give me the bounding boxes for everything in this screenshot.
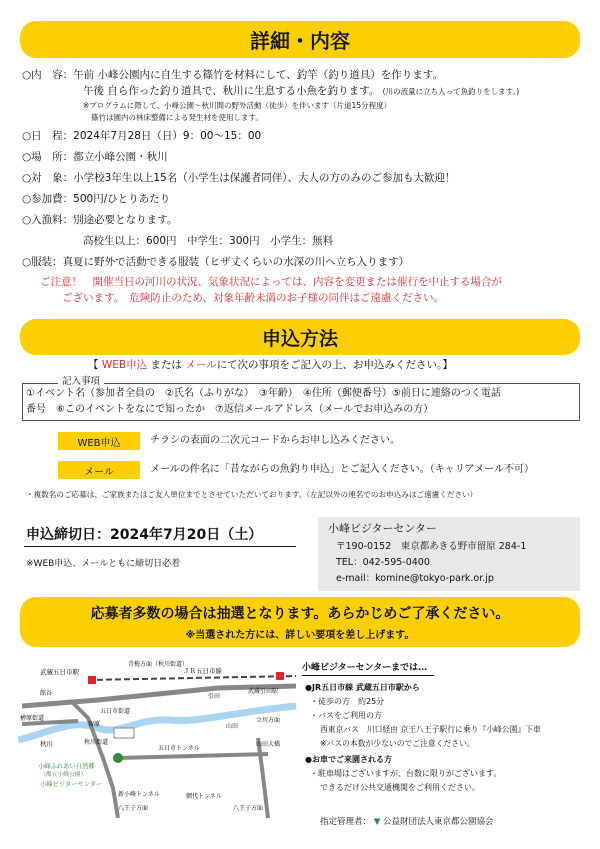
deadline-note: ※WEB申込、メールともに締切日必着 xyxy=(26,559,181,569)
detail-row: 午後 自ら作った釣り道具で、秋川に生息する小魚を釣ります。 (川の流量に立ち入って魚釣りをします。) xyxy=(83,85,520,97)
items-line: ①イベント名（参加者全員の ②氏名（ふりがな） ③年齢） ④住所（郵便番号）⑤前日に連絡のつく電話 xyxy=(26,388,501,399)
access-title: 小峰ビジターセンターまでは… xyxy=(302,663,428,673)
deadline-text: 申込締切日：2024年7月20日（土） xyxy=(26,527,263,543)
contact-email-row: e-mail：komine@tokyo-park.or.jp xyxy=(336,573,494,584)
map-label: 引田 xyxy=(208,693,221,700)
contact-address: 〒190-0152 東京都あきる野市留原 284-1 xyxy=(336,541,527,552)
access-line: ・徒歩の方 約25分 xyxy=(310,697,385,706)
detail-row-date: ○日 程：2024年7月28日（日）9：00～15：00 xyxy=(22,130,262,142)
section-title: 詳細・内容 xyxy=(250,29,350,53)
contact-name: 小峰ビジターセンター xyxy=(328,522,437,535)
lottery-line1: 応募者多数の場合は抽選となります。あらかじめご了承ください。 xyxy=(90,606,510,622)
detail-row: ○内 容：午前 小峰公園内に自生する篠竹を材料にして、釣竿（釣り道具）を作ります。 xyxy=(22,69,443,81)
section-title: 申込方法 xyxy=(261,327,338,350)
items-line: 番号 ⑥このイベントをなにで知ったか ⑦返信メールアドレス（メールでお申込みの方） xyxy=(26,404,434,415)
map-label: 武蔵引田駅 xyxy=(248,688,279,695)
detail-row-clothing: ○服装：真夏に野外で活動できる服装（ヒザ丈くらいの水深の川へ立ち入ります） xyxy=(22,256,410,268)
access-line: ・バスをご利用の方 xyxy=(310,711,382,720)
map-label: 立川方面 xyxy=(256,717,281,724)
afternoon-note: (川の流量に立ち入って魚釣りをします。) xyxy=(382,87,520,96)
detail-row-place: ○場 所：都立小峰公園・秋川 xyxy=(22,151,168,163)
deadline-underline xyxy=(24,546,296,547)
leaf-icon: ▼ xyxy=(373,817,381,827)
map-label: 小峰ビジターセンター xyxy=(40,781,103,788)
map-label: 青梅方面（秋川街道） xyxy=(128,661,189,668)
method-label-mail: メール xyxy=(58,461,140,479)
access-line: ・駐車場はございますが、台数に限りがございます。 xyxy=(310,769,502,778)
map-label: 五日市トンネル xyxy=(158,745,200,752)
access-title-underline xyxy=(302,675,434,676)
map-label: 八王子方面 xyxy=(118,805,149,812)
footer-org: 公益財団法人東京都公園協会 xyxy=(382,817,494,827)
detail-row-fishing-fee-prices: 高校生以上：600円 中学生：300円 小学生：無料 xyxy=(83,235,334,247)
method-text-mail: メールの件名に「昔ながらの魚釣り申込」とご記入ください。（キャリアメール不可） xyxy=(150,464,534,475)
caution-line: ございます。 危険防止のため、対象年齢未満のお子様の同伴はご遠慮ください。 xyxy=(62,292,444,304)
map-label: 網代トンネル xyxy=(186,793,222,800)
map-label: 八王子方面 xyxy=(233,805,264,812)
method-label-web: WEB申込 xyxy=(58,432,140,450)
access-line: ●JR五日市線 武蔵五日市駅から xyxy=(305,683,420,692)
map-label: 山田 xyxy=(226,723,239,730)
lottery-banner xyxy=(20,597,580,647)
map-label: 秋川街道 xyxy=(84,739,109,746)
access-line: 西東京バス 川口経由 京王八王子駅行に乗り『小峰公園』下車 xyxy=(320,725,541,734)
section-banner-details xyxy=(20,21,580,58)
method-text-web: チラシの表面の二次元コードからお申し込みください。 xyxy=(150,435,400,446)
map-label: 五日市街道 xyxy=(100,708,131,715)
program-note: ※プログラムに際して、小峰公園～秋川間の野外活動（徒歩）を伴います（片道15分程度） xyxy=(83,101,392,110)
section-banner-apply xyxy=(20,319,580,355)
detail-row-target: ○対 象：小学校3年生以上15名（小学生は保護者同伴）、大人の方のみのご参加も大歓迎！ xyxy=(22,172,456,184)
access-map xyxy=(18,658,296,818)
program-note: 篠竹は園内の林床整備による発生材を使用します。 xyxy=(91,113,263,122)
map-label: 新小峰トンネル xyxy=(118,791,160,798)
caution-line: ご注意！ 開催当日の河川の状況、気象状況によっては、内容を変更または催行を中止する場合が xyxy=(40,276,502,288)
group-apply-note: ・複数名のご応募は、ご家族またはご友人単位までとさせていただいております。（左記以外の連名でのお申込みはご遠慮ください） xyxy=(26,490,478,499)
map-label: 山田大橋 xyxy=(256,741,281,748)
map-label: 小峰ふれあい自然郷 xyxy=(38,763,95,770)
access-line: ※バスの本数が少ないのでご注意ください。 xyxy=(320,739,475,748)
map-label: 秋川 xyxy=(40,740,53,748)
map-label: ＪＲ五日市線 xyxy=(183,667,222,675)
access-line: ●お車でご来園される方 xyxy=(305,755,392,764)
map-label: 館谷 xyxy=(40,690,53,697)
map-label: 留原 xyxy=(88,721,101,728)
contact-tel: TEL：042-595-0400 xyxy=(336,557,430,568)
map-label: （都立小峰公園） xyxy=(40,772,87,778)
map-label: 檜原街道 xyxy=(20,715,45,722)
contact-email-link[interactable]: komine@tokyo-park.or.jp xyxy=(375,573,494,584)
map-label: 武蔵五日市駅 xyxy=(40,668,79,676)
detail-row-fee: ○参加費：500円/ひとりあたり xyxy=(22,193,171,205)
access-line: できるだけ公共交通機関をご利用ください。 xyxy=(320,783,480,792)
detail-row-fishing-fee: ○入漁料：別途必要となります。 xyxy=(22,214,178,226)
items-title: 記入事項 xyxy=(58,375,104,389)
apply-intro: 【 WEB申込 または メールにて次の事項をご記入の上、お申込みください。】 xyxy=(88,359,453,371)
lottery-line2: ※当選された方には、詳しい要項を差し上げます。 xyxy=(185,630,415,641)
footer: 指定管理者： ▼ 公益財団法人東京都公園協会 xyxy=(320,817,494,827)
